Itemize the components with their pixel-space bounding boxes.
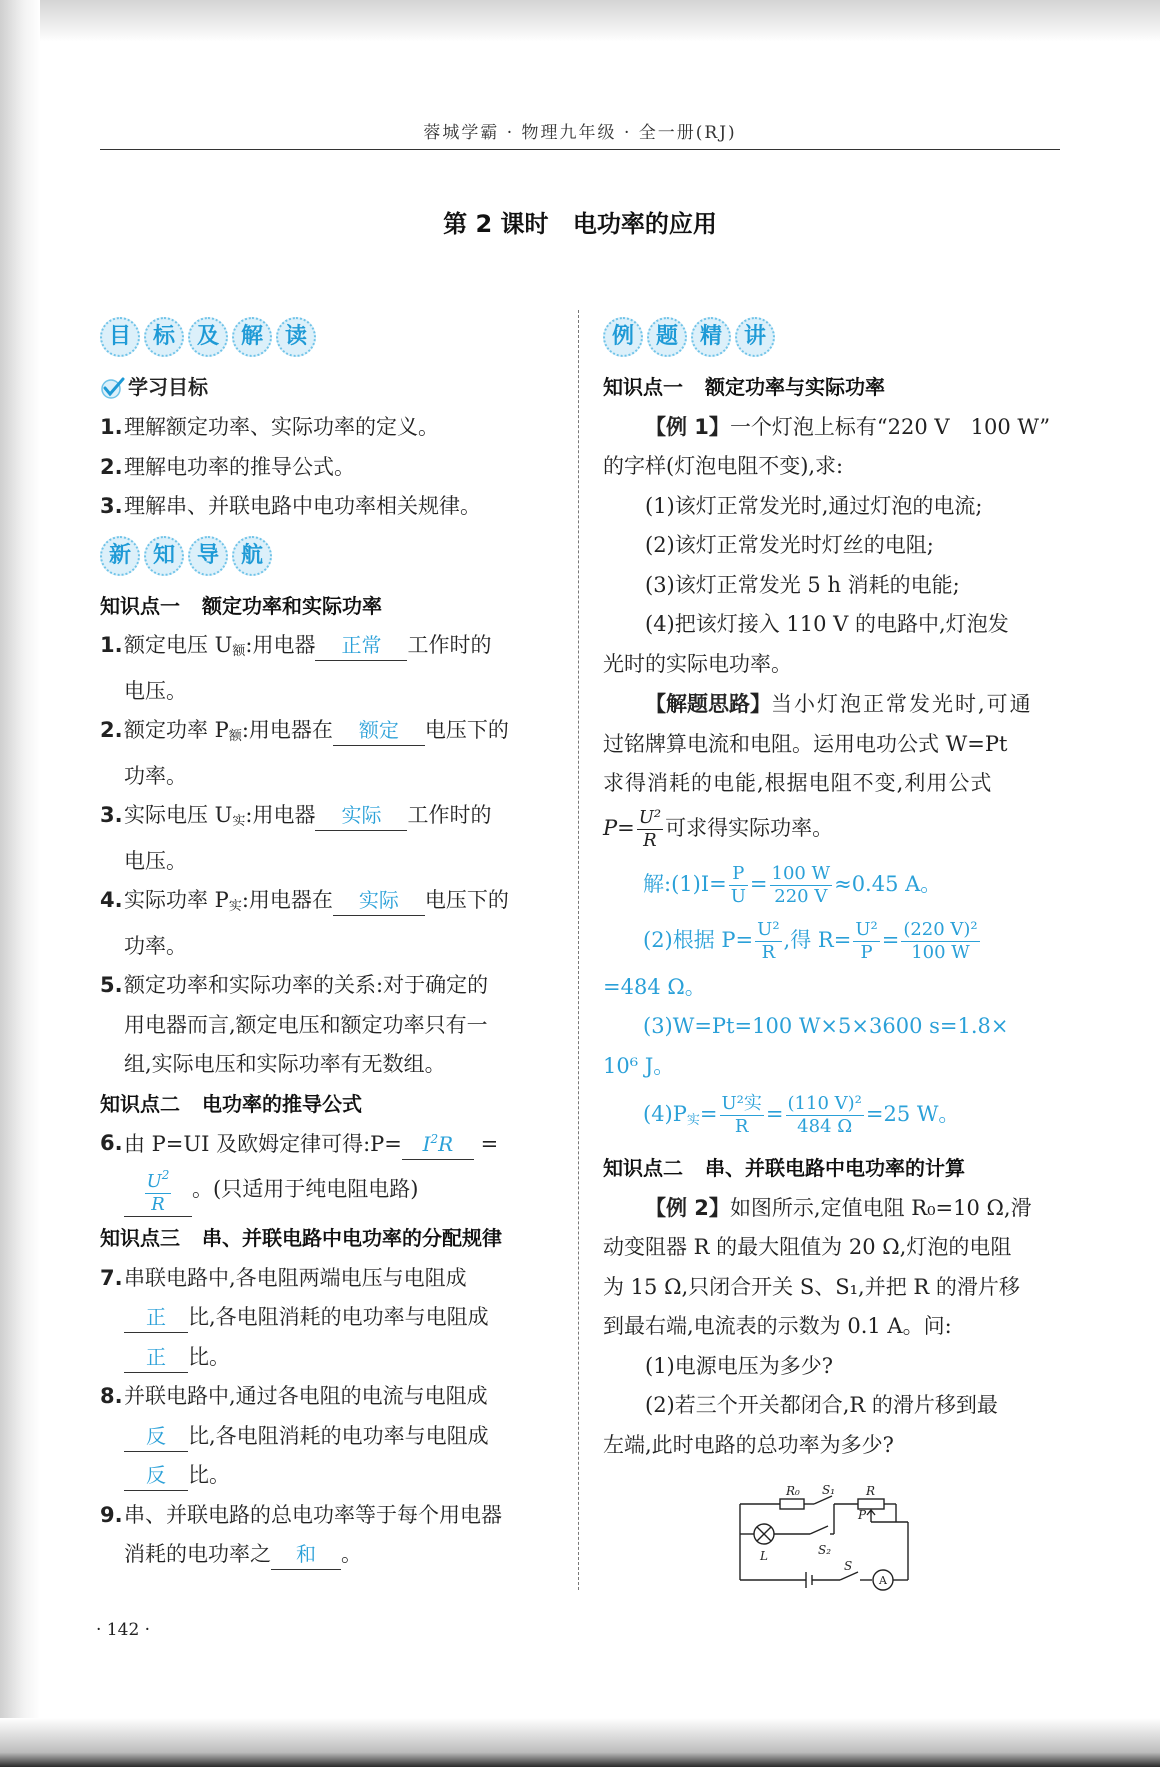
goals-heading (100, 368, 558, 408)
answer-blank: $I^2R$ (402, 1124, 474, 1160)
badge-char: 知 (144, 536, 184, 576)
badge-char: 精 (691, 317, 731, 357)
badge-char: 标 (144, 317, 184, 357)
idea-line: P= $\frac{\text{U²}}{R}$ 可求得实际功率。 (603, 806, 834, 851)
question: (2)若三个开关都闭合,R 的滑片移到最 (645, 1393, 998, 1417)
badge-char: 目 (100, 317, 140, 357)
knowledge-point-heading: 知识点三 串、并联电路中电功率的分配规律 (100, 1226, 502, 1250)
lesson-number: 第 2 课时 (443, 210, 549, 238)
badge-char: 讲 (735, 317, 775, 357)
circuit-diagram (728, 1484, 938, 1592)
answer-blank: 和 (271, 1539, 341, 1570)
fill-item: 4. 实际功率 $P_实$:用电器在 实际 电压下的 功率。 (100, 881, 558, 966)
badge-char: 导 (188, 536, 228, 576)
question: (3)该灯正常发光 5 h 消耗的电能; (645, 572, 960, 597)
answer-blank: 额定 (333, 715, 425, 746)
left-column (100, 312, 558, 1575)
fill-item: 3. 实际电压 $U_实$:用电器 实际 工作时的 电压。 (100, 796, 558, 881)
badge-char: 及 (188, 317, 228, 357)
badge-char: 读 (276, 317, 316, 357)
example-2-line: 为 15 Ω,只闭合开关 S、S₁,并把 R 的滑片移 (603, 1274, 1020, 1299)
answer-blank: 实际 (333, 885, 425, 916)
question: (4)把该灯接入 110 V 的电路中,灯泡发 (645, 612, 1009, 636)
label-s2: S₂ (818, 1543, 832, 1557)
goals-title: 学习目标 (128, 375, 208, 400)
question-cont: 左端,此时电路的总功率为多少? (603, 1432, 894, 1457)
label-a: A (879, 1574, 887, 1587)
resistor-r0 (780, 1499, 804, 1509)
fill-item: 8. 并联电路中,通过各电阻的电流与电阻成 反 比,各电阻消耗的电功率与电阻成 反 比。 (100, 1377, 558, 1496)
question-cont: 光时的实际电功率。 (603, 651, 792, 676)
question: (2)该灯正常发光时灯丝的电阻; (645, 533, 934, 557)
idea-line: 求得消耗的电能,根据电阻不变,利用公式 (603, 771, 993, 795)
label-r0: R₀ (786, 1484, 800, 1498)
example-1-line: 的字样(灯泡电阻不变),求: (603, 454, 844, 478)
label-l: L (760, 1549, 768, 1563)
section-badge-goals (100, 312, 558, 362)
solution-step-2: (2)根据 P= $\frac{\text{U²}}{R}$ ,得 R= $\frac{\text{U²}}{P}$ = $\frac{\text{(220 V)²}}{100 W}$ (643, 918, 978, 963)
knowledge-point-heading: 知识点二 电功率的推导公式 (100, 1091, 362, 1116)
solution-step-4: $(4)P_实=$ $\frac{\text{U²实}}{R}$ = $\frac{\text{(110 V)²}}{484 \Omega}$ =25 W。 (643, 1093, 960, 1137)
badge-char: 航 (232, 536, 272, 576)
knowledge-point-heading: 知识点一 额定功率与实际功率 (603, 375, 885, 399)
lesson-title (0, 204, 1160, 239)
fill-item: 1. 额定电压 $U_额$:用电器 正常 工作时的 电压。 (100, 626, 558, 711)
label-r: R (866, 1484, 876, 1498)
answer-blank: 反 (124, 1421, 188, 1452)
fill-item: 2. 额定功率 $P_额$:用电器在 额定 电压下的 功率。 (100, 711, 558, 796)
answer-blank: 实际 (315, 800, 407, 831)
badge-char: 新 (100, 536, 140, 576)
right-column (603, 312, 1061, 1465)
question: (1)电源电压为多少? (645, 1353, 834, 1378)
solution-step-2-cont: =484 Ω。 (603, 974, 706, 999)
page-number: · 142 · (96, 1620, 151, 1640)
answer-blank: 反 (124, 1460, 188, 1491)
badge-char: 解 (232, 317, 272, 357)
goal-item: 3. 理解串、并联电路中电功率相关规律。 (100, 494, 481, 518)
lesson-name: 电功率的应用 (572, 210, 717, 238)
answer-blank: 正常 (315, 630, 407, 661)
idea-line: 过铭牌算电流和电阻。运用电功公式 W=Pt (603, 731, 1008, 756)
fill-item: 7. 串联电路中,各电阻两端电压与电阻成 正 比,各电阻消耗的电功率与电阻成 正 比。 (100, 1259, 558, 1378)
goal-item: 2. 理解电功率的推导公式。 (100, 454, 355, 479)
formula-item: 6. 由 P=UI 及欧姆定律可得:P= $I^2R$ = $\frac{U^2}{R}$ 。(只适用于纯电阻电路) (100, 1124, 558, 1217)
badge-char: 题 (647, 317, 687, 357)
solution-step-3: (3)W=Pt=100 W×5×3600 s=1.8× (643, 1014, 1009, 1038)
badge-char: 例 (603, 317, 643, 357)
answer-blank: 正 (124, 1302, 188, 1333)
goal-item: 1. 理解额定功率、实际功率的定义。 (100, 415, 439, 439)
example-1: 【例 1】一个灯泡上标有“220 V 100 W” (645, 414, 1051, 439)
section-badge-examples (603, 312, 1061, 362)
text-item: 5. 额定功率和实际功率的关系:对于确定的 用电器而言,额定电压和额定功率只有一 组,实际电压和实际功率有无数组。 (100, 973, 489, 1076)
running-header: 蓉城学霸 · 物理九年级 · 全一册(RJ) (423, 123, 737, 143)
question: (1)该灯正常发光时,通过灯泡的电流; (645, 493, 983, 518)
label-s1: S₁ (822, 1484, 836, 1497)
answer-fraction: $\frac{U^2}{R}$ (124, 1164, 192, 1217)
solution-step-3-cont: 10⁶ J。 (603, 1053, 675, 1078)
header-rule (100, 149, 1060, 150)
example-2: 【例 2】如图所示,定值电阻 R₀=10 Ω,滑 (645, 1195, 1032, 1220)
fill-item: 9. 串、并联电路的总电功率等于每个用电器 消耗的电功率之 和 。 (100, 1496, 558, 1575)
answer-blank: 正 (124, 1342, 188, 1373)
knowledge-point-heading: 知识点一 额定功率和实际功率 (100, 593, 382, 618)
example-2-line: 动变阻器 R 的最大阻值为 20 Ω,灯泡的电阻 (603, 1235, 1012, 1259)
solution-idea: 【解题思路】当小灯泡正常发光时,可通 (645, 692, 1033, 716)
knowledge-point-heading: 知识点二 串、并联电路中电功率的计算 (603, 1156, 965, 1180)
solution-step-1: 解:(1)I= $\frac{P}{U}$ = $\frac{100 W}{220 V}$ ≈0.45 A。 (643, 862, 942, 907)
section-badge-new-knowledge (100, 531, 558, 581)
label-s: S (844, 1559, 853, 1573)
label-p: P (858, 1508, 867, 1522)
column-divider (578, 310, 579, 1590)
example-2-line: 到最右端,电流表的示数为 0.1 A。问: (603, 1314, 952, 1338)
check-icon (100, 375, 126, 401)
